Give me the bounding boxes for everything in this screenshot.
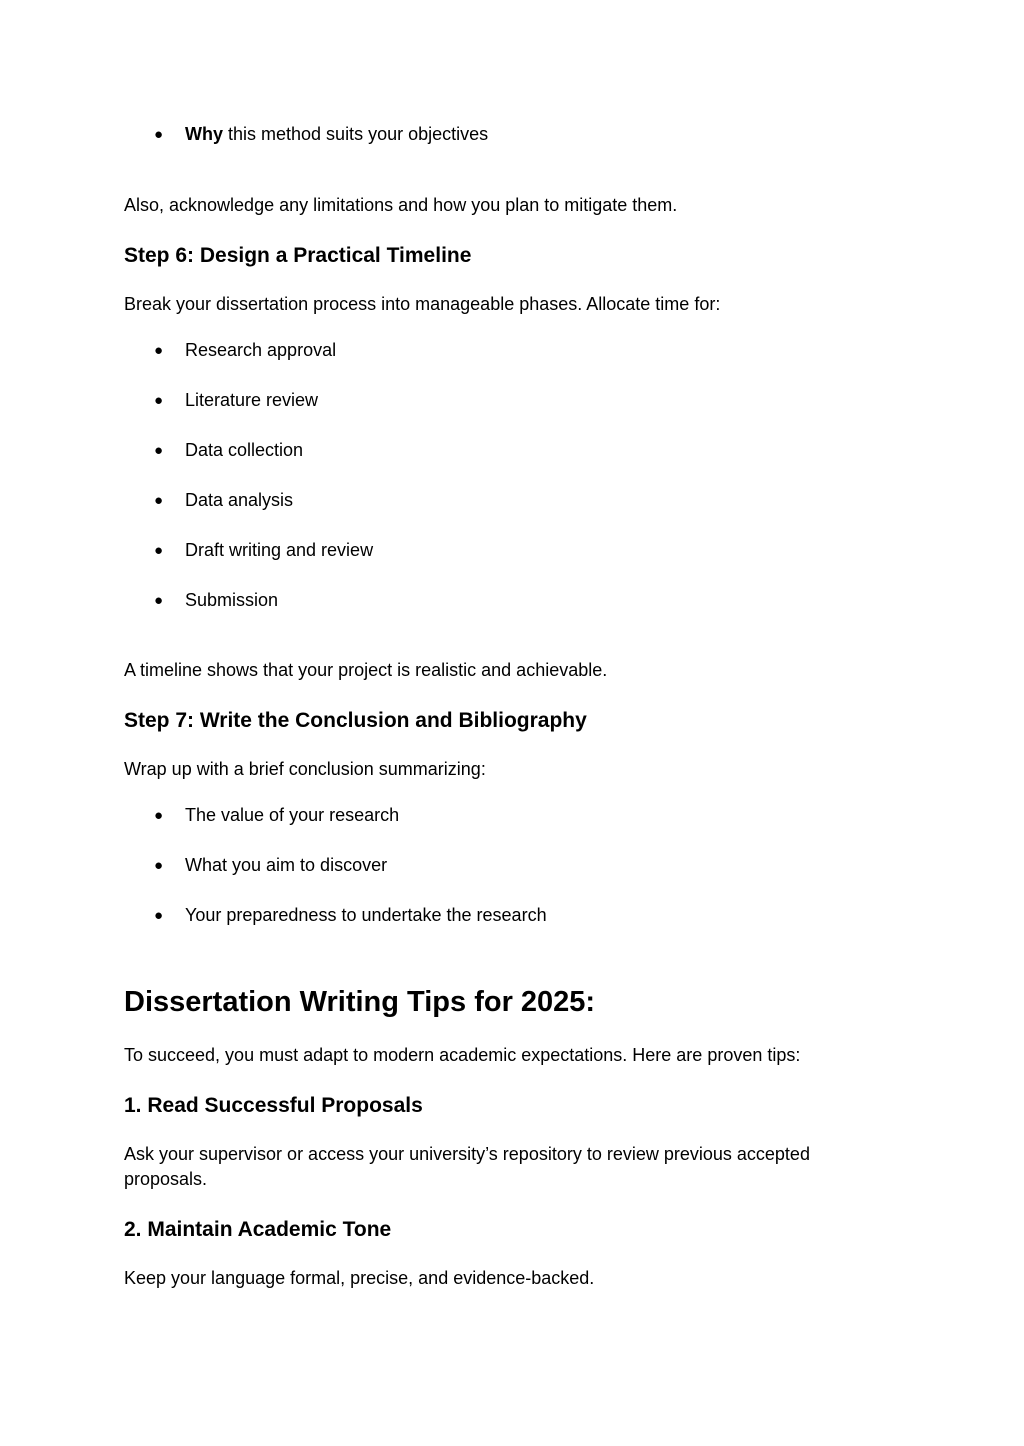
step7-intro: Wrap up with a brief conclusion summarizing: <box>124 759 486 779</box>
bullet-glyph: ● <box>154 126 164 143</box>
limitations-paragraph: Also, acknowledge any limitations and how you plan to mitigate them. <box>124 195 678 215</box>
list-item-text: What you aim to discover <box>185 855 388 875</box>
step7-heading: Step 7: Write the Conclusion and Bibliography <box>124 709 587 732</box>
bullet-glyph: ● <box>154 807 164 824</box>
step6-heading: Step 6: Design a Practical Timeline <box>124 244 472 267</box>
list-item-text: Literature review <box>185 390 319 410</box>
step6-closing: A timeline shows that your project is realistic and achievable. <box>124 660 608 680</box>
list-item-text: Draft writing and review <box>185 540 374 560</box>
tip2-heading: 2. Maintain Academic Tone <box>124 1218 392 1241</box>
bullet-glyph: ● <box>154 857 164 874</box>
bullet-glyph: ● <box>154 492 164 509</box>
list-item-text: The value of your research <box>185 805 400 825</box>
list-item-text: Your preparedness to undertake the research <box>185 905 547 925</box>
tip1-text: Ask your supervisor or access your university’s repository to review previous accepted proposals. <box>124 1144 810 1189</box>
bullet-glyph: ● <box>154 442 164 459</box>
step6-intro: Break your dissertation process into manageable phases. Allocate time for: <box>124 294 721 314</box>
tips-heading: Dissertation Writing Tips for 2025: <box>124 986 596 1018</box>
bullet-glyph: ● <box>154 542 164 559</box>
bullet-glyph: ● <box>154 592 164 609</box>
list-item-text: Research approval <box>185 340 337 360</box>
bullet-glyph: ● <box>154 342 164 359</box>
tips-intro: To succeed, you must adapt to modern academic expectations. Here are proven tips: <box>124 1045 801 1065</box>
list-item-text: Data analysis <box>185 490 294 510</box>
bold-lead: Why <box>185 124 223 144</box>
bullet-glyph: ● <box>154 907 164 924</box>
list-item-text: Data collection <box>185 440 304 460</box>
bullet-glyph: ● <box>154 392 164 409</box>
tip2-text: Keep your language formal, precise, and evidence-backed. <box>124 1268 595 1288</box>
list-item-rest: this method suits your objectives <box>223 124 489 144</box>
list-item-text <box>185 122 488 147</box>
list-item-text: Submission <box>185 590 279 610</box>
tip1-heading: 1. Read Successful Proposals <box>124 1094 423 1117</box>
